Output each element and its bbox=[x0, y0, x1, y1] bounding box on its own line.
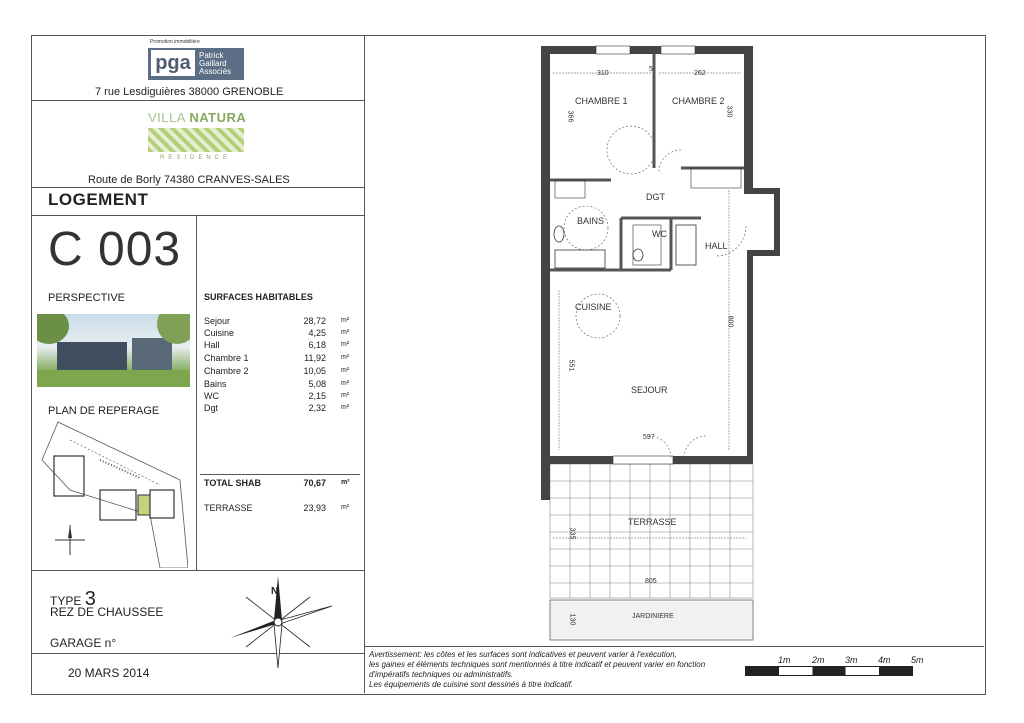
surface-value: 5,08 bbox=[308, 379, 326, 389]
dim-label: 551 bbox=[567, 359, 575, 372]
site-plan bbox=[40, 420, 188, 568]
dim-label: 262 bbox=[694, 70, 706, 77]
floor-plan bbox=[541, 40, 781, 645]
scale-label: 2m bbox=[812, 655, 825, 665]
surface-unit: m² bbox=[341, 329, 350, 336]
footer-divider bbox=[364, 646, 984, 647]
promoter-logo-initials: pga bbox=[151, 50, 195, 76]
level-label: REZ DE CHAUSSEE bbox=[50, 605, 164, 619]
room-bains: BAINS bbox=[577, 216, 605, 226]
surface-unit: m² bbox=[341, 380, 350, 387]
surface-unit: m² bbox=[341, 404, 350, 411]
dim-label: 597 bbox=[643, 434, 655, 441]
scale-label: 5m bbox=[911, 655, 924, 665]
dim-label: 805 bbox=[645, 578, 657, 585]
type-label: TYPE bbox=[50, 594, 82, 608]
total-unit: m² bbox=[341, 479, 350, 486]
surface-unit: m² bbox=[341, 341, 350, 348]
promoter-logo bbox=[148, 39, 244, 80]
surface-value: 28,72 bbox=[303, 316, 326, 326]
surface-name: Bains bbox=[204, 379, 227, 389]
surface-name: Dgt bbox=[204, 403, 219, 413]
surface-name: Chambre 1 bbox=[204, 353, 249, 363]
perspective-label: PERSPECTIVE bbox=[48, 292, 126, 304]
surface-name: Cuisine bbox=[204, 328, 235, 338]
total-value: 70,67 bbox=[303, 478, 326, 488]
jardiniere-area bbox=[550, 600, 753, 640]
type-number: 3 bbox=[84, 588, 96, 610]
room-dgt: DGT bbox=[646, 192, 665, 202]
room-chambre1: CHAMBRE 1 bbox=[575, 96, 628, 106]
surface-value: 10,05 bbox=[303, 366, 326, 376]
surface-value: 6,18 bbox=[308, 340, 326, 350]
surface-value: 4,25 bbox=[308, 328, 326, 338]
residence-logo bbox=[148, 110, 246, 125]
promoter-logo-name: Patrick Gaillard Associés bbox=[199, 51, 232, 76]
surface-value: 2,15 bbox=[308, 391, 326, 401]
exterior-walls bbox=[541, 46, 780, 500]
surface-name: WC bbox=[204, 391, 219, 401]
site-plan-compass-icon bbox=[55, 525, 85, 555]
residence-logo-pattern bbox=[148, 128, 244, 152]
residence-subtitle: RESIDENCE bbox=[160, 155, 232, 161]
disclaimer: Avertissement: les côtes et les surfaces sont indicatives et peuvent varier à l'exécution, les gaines et éléments techniques sont mentionnés à titre indicatif et peuvent varier en fonction d'impératifs techniques ou administratifs. Les équipements de cuisine sont dessinés à titre indicatif. bbox=[369, 650, 706, 689]
dim-label: 310 bbox=[597, 70, 609, 77]
room-cuisine: CUISINE bbox=[575, 302, 612, 312]
terrasse-label: TERRASSE bbox=[204, 503, 253, 513]
room-sejour: SEJOUR bbox=[631, 385, 668, 395]
surfaces-divider bbox=[196, 215, 197, 570]
surfaces-title: SURFACES HABITABLES bbox=[204, 292, 313, 302]
surface-value: 11,92 bbox=[304, 353, 326, 363]
lot-number: C 003 bbox=[48, 223, 182, 276]
north-compass-icon bbox=[226, 572, 336, 672]
interior-walls bbox=[550, 54, 744, 270]
room-wc: WC bbox=[652, 229, 667, 239]
door-swings bbox=[564, 126, 746, 458]
dim-label: 335 bbox=[568, 527, 576, 540]
surface-unit: m² bbox=[341, 317, 350, 324]
terrasse-unit: m² bbox=[341, 504, 350, 511]
garage-label: GARAGE n° bbox=[50, 636, 117, 650]
room-hall: HALL bbox=[705, 241, 728, 251]
surface-name: Chambre 2 bbox=[204, 366, 249, 376]
dim-label: 130 bbox=[568, 613, 576, 626]
promoter-small-label: Promotion immobilière bbox=[150, 39, 200, 45]
perspective-image bbox=[37, 314, 190, 387]
terrasse-value: 23,93 bbox=[303, 503, 326, 513]
room-chambre2: CHAMBRE 2 bbox=[672, 96, 725, 106]
room-terrasse: TERRASSE bbox=[628, 517, 677, 527]
dim-label: 5 bbox=[649, 66, 653, 73]
total-label: TOTAL SHAB bbox=[204, 478, 262, 488]
scale-label: 3m bbox=[845, 655, 858, 665]
scale-label: 1m bbox=[778, 655, 791, 665]
date-label: 20 MARS 2014 bbox=[68, 666, 150, 680]
surface-unit: m² bbox=[341, 354, 350, 361]
scale-label: 4m bbox=[878, 655, 891, 665]
dim-label: 330 bbox=[725, 105, 733, 118]
logement-label: LOGEMENT bbox=[48, 190, 149, 209]
room-jardiniere: JARDINIERE bbox=[632, 613, 674, 620]
surface-unit: m² bbox=[341, 367, 350, 374]
residence-name-part2: NATURA bbox=[189, 110, 247, 125]
promoter-address: 7 rue Lesdiguières 38000 GRENOBLE bbox=[95, 86, 284, 98]
residence-name-part1: VILLA bbox=[148, 110, 190, 125]
dim-label: 800 bbox=[726, 315, 734, 328]
compass-letter: N bbox=[271, 586, 279, 597]
surface-value: 2,32 bbox=[308, 403, 326, 413]
surface-name: Hall bbox=[204, 340, 220, 350]
total-divider bbox=[200, 474, 360, 475]
dim-label: 366 bbox=[566, 110, 574, 123]
plan-reperage-label: PLAN DE REPERAGE bbox=[48, 405, 160, 417]
surface-unit: m² bbox=[341, 392, 350, 399]
residence-address: Route de Borly 74380 CRANVES-SALES bbox=[88, 174, 290, 186]
surface-name: Sejour bbox=[204, 316, 231, 326]
